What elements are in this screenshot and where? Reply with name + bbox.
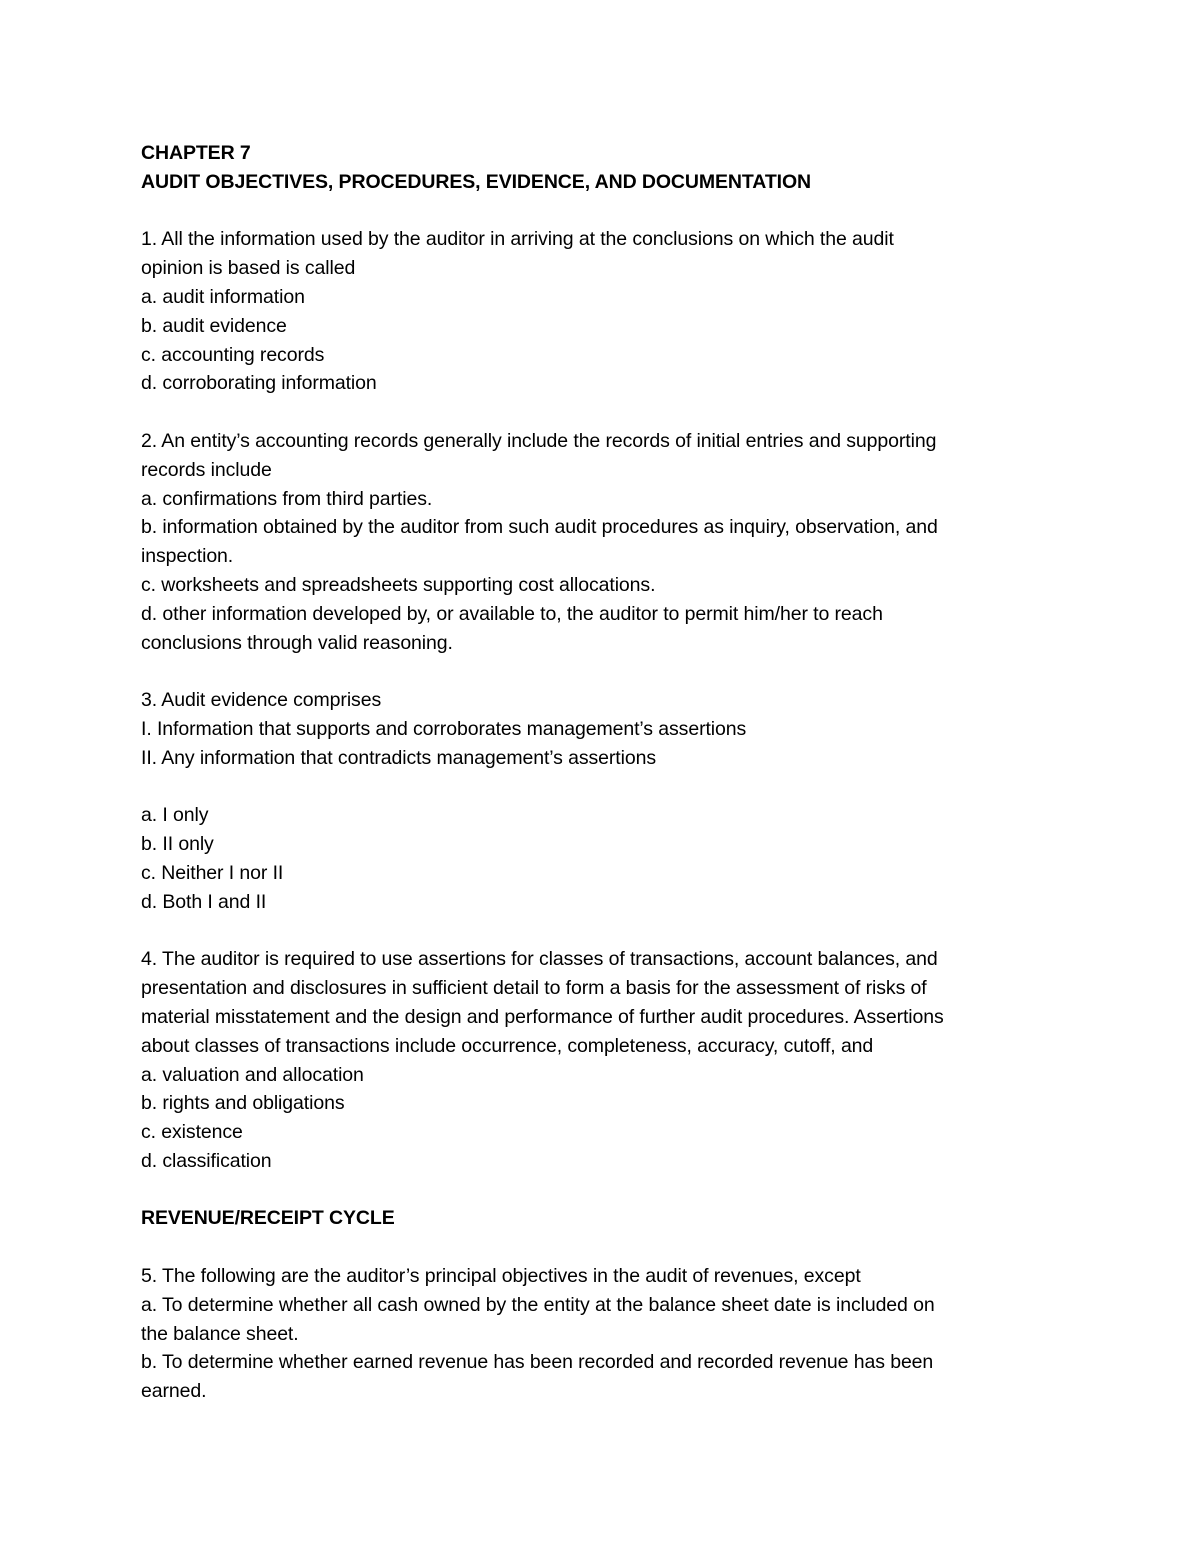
- question-2-choice-b-line-1: b. information obtained by the auditor from such audit procedures as inquiry, observation, and: [141, 516, 938, 539]
- spacer: [141, 1233, 1071, 1262]
- question-4: [141, 945, 1071, 1175]
- question-3-statement-1: I. Information that supports and corroborates management’s assertions: [141, 717, 747, 740]
- question-3: [141, 686, 1071, 916]
- chapter-number: CHAPTER 7: [141, 142, 251, 164]
- question-3-choice-a: a. I only: [141, 804, 209, 827]
- question-3-stem: 3. Audit evidence comprises: [141, 689, 382, 712]
- question-4-choice-b: b. rights and obligations: [141, 1092, 345, 1115]
- section-heading: REVENUE/RECEIPT CYCLE: [141, 1207, 395, 1230]
- question-3-statement-2: II. Any information that contradicts management’s assertions: [141, 746, 656, 769]
- question-5-choice-b-line-2: earned.: [141, 1380, 207, 1403]
- question-2-choice-c: c. worksheets and spreadsheets supporting cost allocations.: [141, 573, 656, 596]
- question-3-choice-b: b. II only: [141, 833, 214, 856]
- question-3-choice-c: c. Neither I nor II: [141, 861, 284, 884]
- spacer: [141, 398, 1071, 427]
- spacer: [141, 657, 1071, 686]
- chapter-title: AUDIT OBJECTIVES, PROCEDURES, EVIDENCE, AND DOCUMENTATION: [141, 170, 811, 193]
- question-5-choice-a-line-2: the balance sheet.: [141, 1322, 299, 1345]
- question-4-stem-line-2: presentation and disclosures in sufficient detail to form a basis for the assessment of risks of: [141, 977, 927, 1000]
- question-2-choice-a: a. confirmations from third parties.: [141, 487, 433, 510]
- question-5-stem: 5. The following are the auditor’s principal objectives in the audit of revenues, except: [141, 1265, 861, 1288]
- question-2-choice-d-line-1: d. other information developed by, or available to, the auditor to permit him/her to reach: [141, 602, 883, 625]
- spacer: [141, 1176, 1071, 1205]
- question-2-stem-line-1: 2. An entity’s accounting records generally include the records of initial entries and supporting: [141, 429, 937, 452]
- question-2: [141, 427, 1071, 657]
- question-1-choice-a: a. audit information: [141, 285, 305, 308]
- question-5-choice-b-line-1: b. To determine whether earned revenue has been recorded and recorded revenue has been: [141, 1351, 934, 1374]
- question-2-choice-d-line-2: conclusions through valid reasoning.: [141, 631, 453, 654]
- question-5: [141, 1262, 1071, 1406]
- question-2-choice-b-line-2: inspection.: [141, 545, 234, 568]
- question-3-choice-d: d. Both I and II: [141, 890, 267, 913]
- question-1: [141, 225, 1071, 398]
- question-1-choice-b: b. audit evidence: [141, 314, 287, 337]
- question-4-choice-a: a. valuation and allocation: [141, 1063, 364, 1086]
- question-4-stem-line-1: 4. The auditor is required to use assertions for classes of transactions, account balances, and: [141, 948, 938, 971]
- spacer: [141, 773, 1071, 802]
- question-4-stem-line-3: material misstatement and the design and performance of further audit procedures. Assertions: [141, 1005, 944, 1028]
- question-4-choice-c: c. existence: [141, 1121, 243, 1144]
- question-1-choice-d: d. corroborating information: [141, 372, 377, 395]
- question-1-stem-line-1: 1. All the information used by the auditor in arriving at the conclusions on which the audit: [141, 228, 894, 251]
- question-5-choice-a-line-1: a. To determine whether all cash owned by the entity at the balance sheet date is included on: [141, 1293, 935, 1316]
- spacer: [141, 917, 1071, 946]
- spacer: [141, 197, 1071, 226]
- question-4-choice-d: d. classification: [141, 1149, 272, 1172]
- question-1-stem-line-2: opinion is based is called: [141, 257, 356, 280]
- question-4-stem-line-4: about classes of transactions include occurrence, completeness, accuracy, cutoff, and: [141, 1034, 874, 1057]
- question-1-choice-c: c. accounting records: [141, 343, 325, 366]
- question-2-stem-line-2: records include: [141, 458, 272, 481]
- document-page: [141, 139, 1071, 1406]
